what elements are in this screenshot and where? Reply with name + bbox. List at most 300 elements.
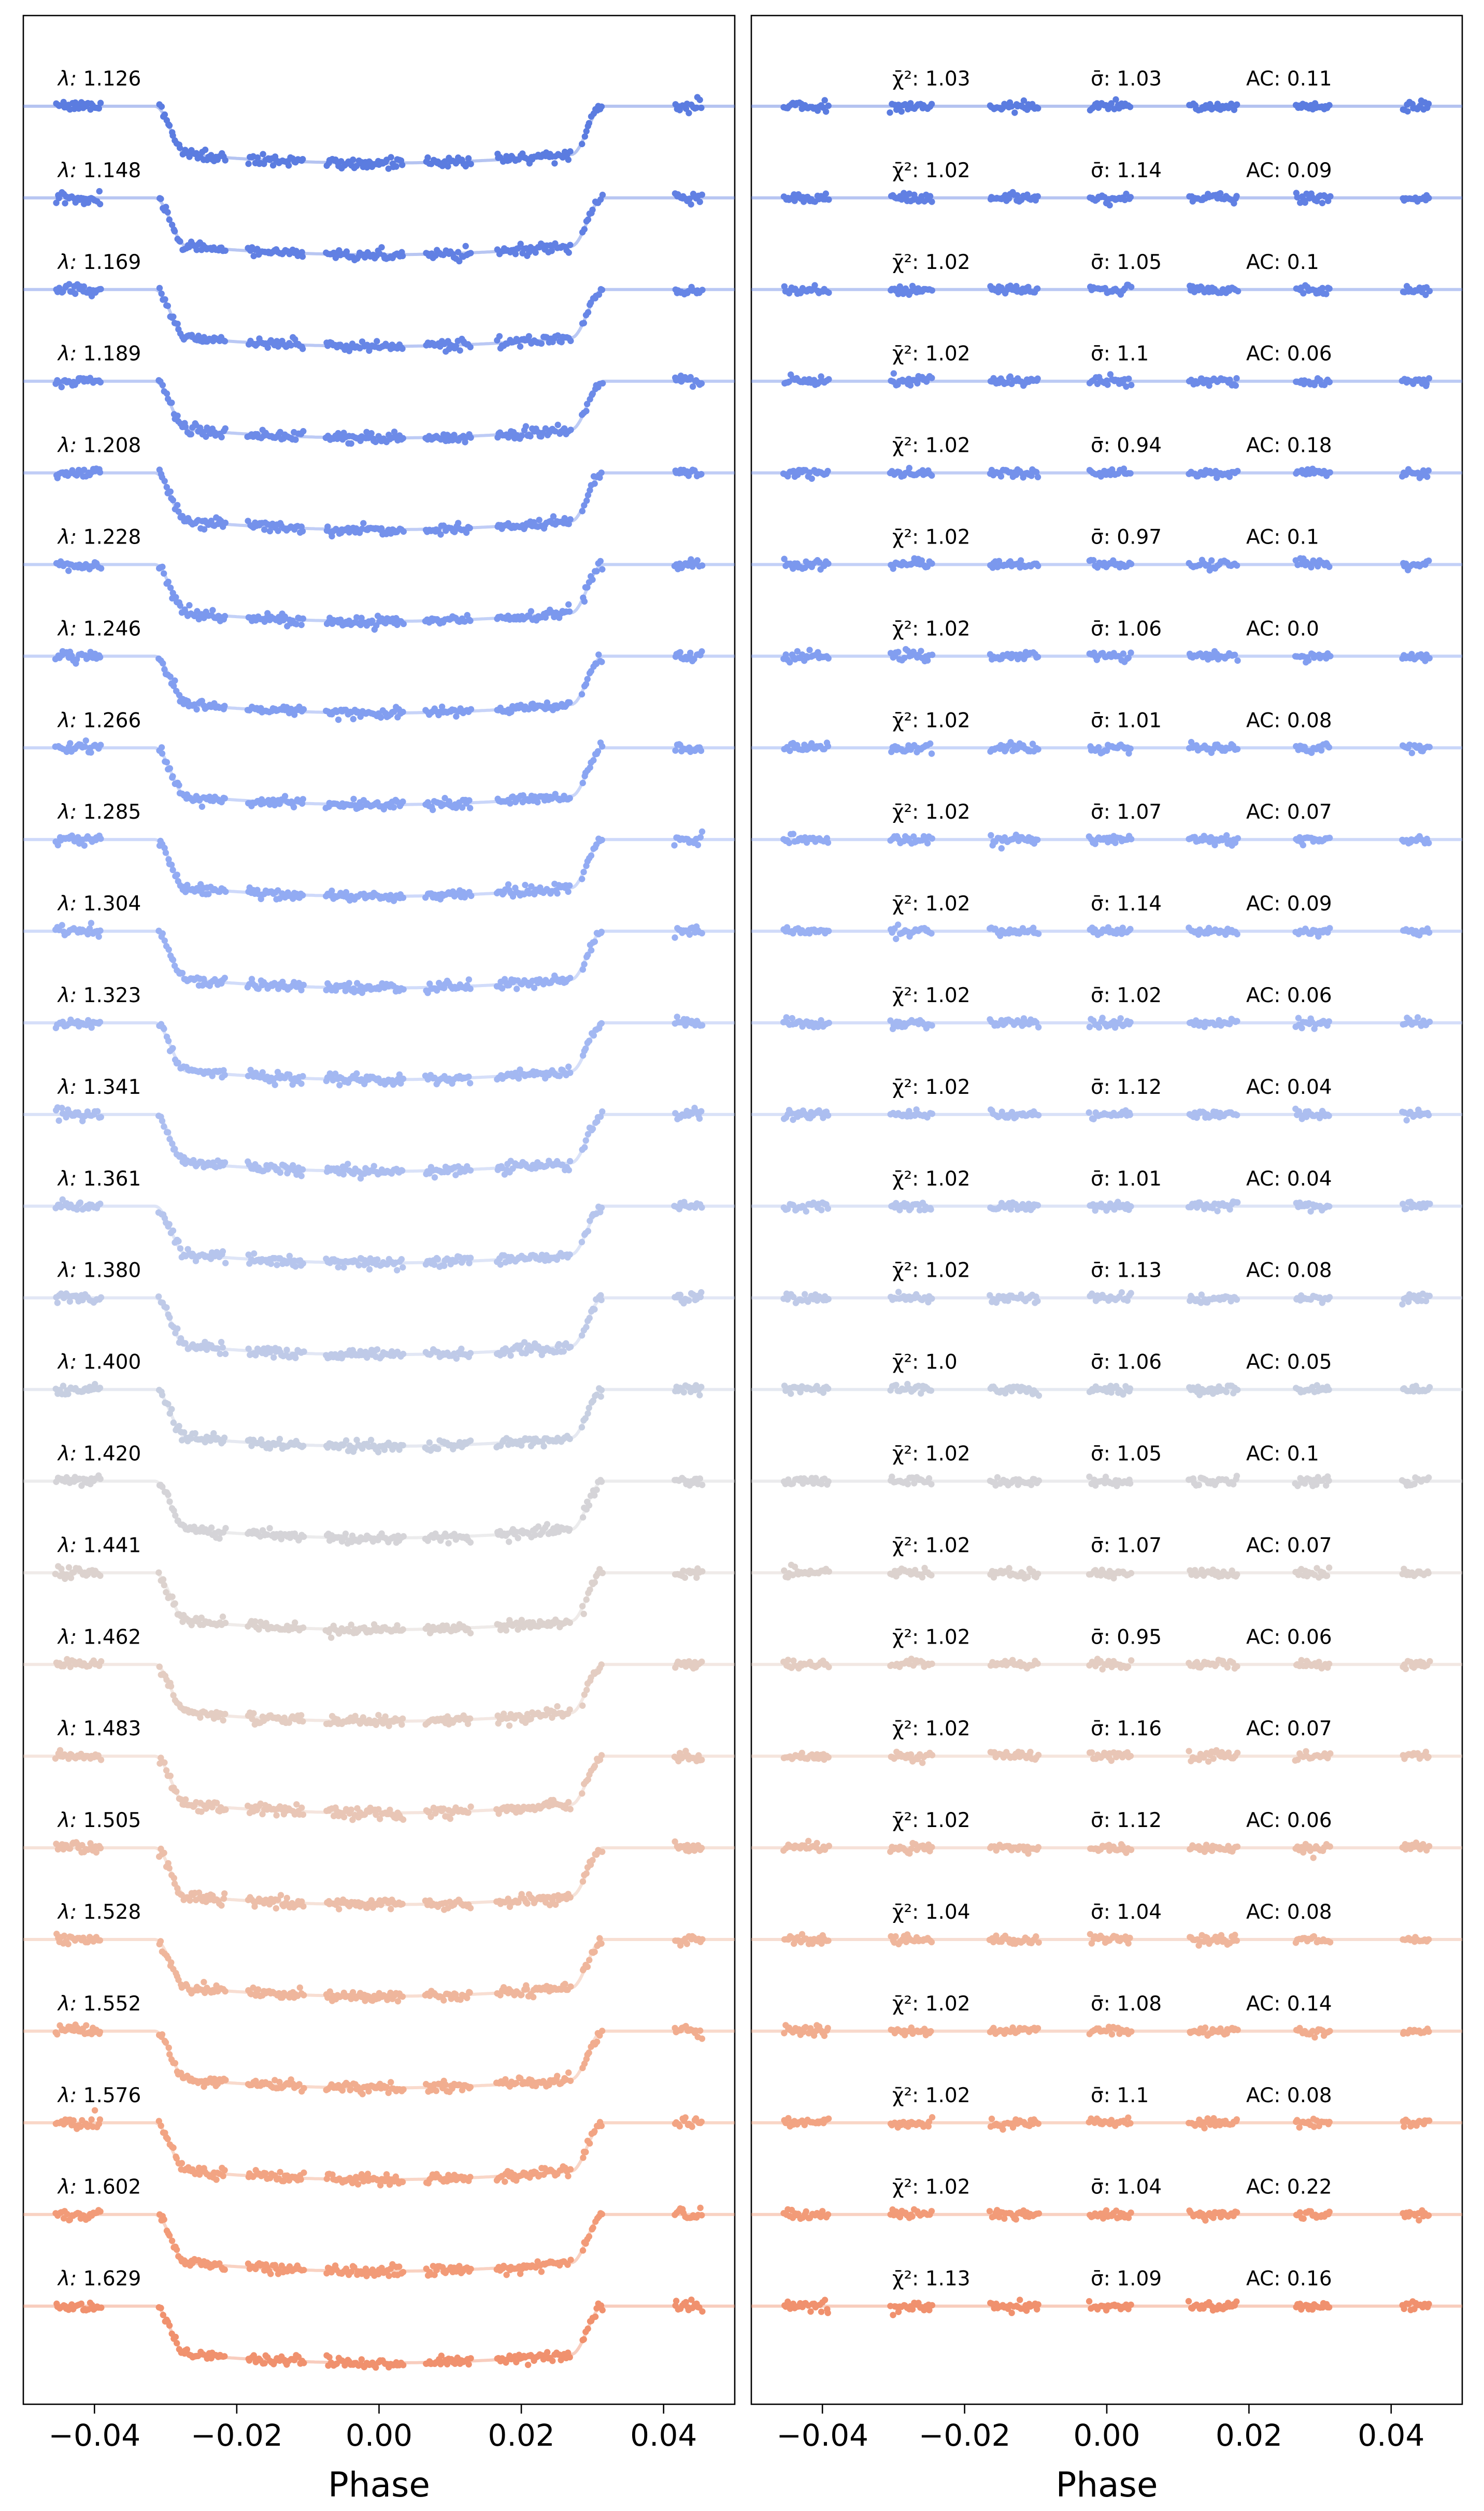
data-point xyxy=(298,1173,305,1179)
data-point xyxy=(335,717,341,723)
data-point xyxy=(218,434,224,440)
data-point xyxy=(202,147,208,153)
data-point xyxy=(374,1257,380,1263)
data-point xyxy=(300,796,306,802)
model-curve xyxy=(23,565,735,622)
model-curve xyxy=(23,1939,735,1996)
wavelength-value: 1.361 xyxy=(83,1167,141,1191)
data-point xyxy=(300,428,306,434)
data-point xyxy=(341,1814,347,1820)
data-point xyxy=(598,1297,604,1303)
data-point xyxy=(391,804,397,810)
data-point xyxy=(97,1201,103,1207)
model-curve xyxy=(23,1115,735,1172)
wavelength-value: 1.285 xyxy=(83,801,141,824)
data-point xyxy=(455,520,461,526)
data-point xyxy=(274,1262,280,1268)
data-point xyxy=(468,706,474,712)
data-point xyxy=(165,579,172,585)
data-point xyxy=(523,423,529,430)
data-point xyxy=(600,380,606,387)
data-point xyxy=(222,425,229,432)
data-point xyxy=(440,1997,447,2003)
data-point xyxy=(220,1344,226,1350)
data-point xyxy=(222,613,228,619)
label-prefix: λ: xyxy=(58,1442,83,1466)
data-point xyxy=(512,251,519,257)
data-point xyxy=(159,104,165,110)
left-xtick-label: 0.04 xyxy=(630,2418,697,2453)
data-point xyxy=(465,1809,471,1816)
wavelength-value: 1.246 xyxy=(83,617,141,641)
data-point xyxy=(81,283,87,290)
data-point xyxy=(567,1436,573,1442)
data-point xyxy=(97,1937,103,1944)
data-point xyxy=(599,837,605,843)
data-point xyxy=(165,1038,172,1044)
data-point xyxy=(551,160,558,166)
data-point xyxy=(160,930,166,936)
data-point xyxy=(400,435,406,441)
data-point xyxy=(222,1351,229,1357)
data-point xyxy=(177,1245,183,1251)
data-point xyxy=(581,320,587,326)
wavelength-label xyxy=(57,343,141,366)
data-point xyxy=(170,497,176,503)
data-point xyxy=(168,400,175,406)
data-point xyxy=(299,253,306,260)
data-point xyxy=(600,1570,606,1576)
data-point xyxy=(565,156,572,163)
data-point xyxy=(97,286,104,292)
data-point xyxy=(97,835,104,841)
data-point xyxy=(156,285,163,291)
data-point xyxy=(435,1256,441,1262)
data-point xyxy=(399,1167,405,1174)
model-curve xyxy=(23,1481,735,1538)
data-point xyxy=(348,1806,354,1813)
data-point xyxy=(74,1206,80,1212)
data-point xyxy=(222,795,228,802)
data-point xyxy=(83,737,89,744)
data-point xyxy=(374,338,380,344)
wavelength-value: 1.400 xyxy=(83,1350,141,1374)
model-curve xyxy=(23,473,735,530)
data-point xyxy=(162,937,168,944)
data-point xyxy=(555,1341,562,1347)
data-point xyxy=(698,1845,705,1851)
data-point xyxy=(187,1897,193,1904)
data-point xyxy=(65,1941,71,1947)
data-point xyxy=(301,706,307,712)
data-point xyxy=(581,226,588,232)
data-point xyxy=(583,1596,590,1603)
data-point xyxy=(518,1992,524,1998)
model-curve xyxy=(23,748,735,805)
data-point xyxy=(467,1080,473,1086)
left-xtick-label: 0.00 xyxy=(345,2418,413,2453)
data-point xyxy=(167,489,174,495)
wavelength-label xyxy=(57,1351,141,1374)
data-point xyxy=(162,296,168,303)
data-point xyxy=(467,344,474,350)
data-point xyxy=(166,946,172,952)
data-point xyxy=(98,1294,104,1301)
data-point xyxy=(595,748,601,754)
data-point xyxy=(192,1430,198,1436)
data-point xyxy=(567,1251,573,1258)
data-point xyxy=(181,1429,187,1435)
data-point xyxy=(567,1894,574,1901)
label-prefix: λ: xyxy=(58,709,83,733)
data-point xyxy=(599,1108,605,1115)
data-point xyxy=(507,1352,513,1359)
data-point xyxy=(598,469,604,476)
data-point xyxy=(583,497,590,504)
data-point xyxy=(161,1582,167,1588)
data-point xyxy=(687,650,693,656)
data-point xyxy=(222,889,229,895)
data-point xyxy=(698,471,704,477)
data-point xyxy=(301,1348,307,1354)
data-point xyxy=(672,747,678,753)
wavelength-label xyxy=(57,1443,141,1466)
data-point xyxy=(401,986,407,992)
data-point xyxy=(587,1315,593,1321)
data-point xyxy=(496,333,503,339)
data-point xyxy=(170,957,176,963)
data-point xyxy=(467,1905,474,1911)
data-point xyxy=(589,207,595,213)
data-point xyxy=(699,287,705,293)
wavelength-value: 1.266 xyxy=(83,709,141,733)
data-point xyxy=(336,1082,343,1088)
data-point xyxy=(222,1260,229,1266)
data-point xyxy=(697,1475,703,1481)
data-point xyxy=(159,1392,165,1398)
model-curve xyxy=(23,1023,735,1080)
data-point xyxy=(170,1420,177,1426)
data-point xyxy=(160,660,166,666)
data-point xyxy=(299,892,306,898)
data-point xyxy=(378,715,384,721)
data-point xyxy=(164,759,170,765)
left-xtick-label: 0.02 xyxy=(488,2418,555,2453)
data-point xyxy=(62,200,68,206)
data-point xyxy=(299,1718,306,1724)
wavelength-label xyxy=(57,67,141,91)
data-point xyxy=(445,1540,451,1546)
data-point xyxy=(169,867,176,873)
data-point xyxy=(343,1531,349,1537)
data-point xyxy=(506,1722,512,1729)
data-point xyxy=(699,1482,705,1488)
data-point xyxy=(699,562,705,568)
data-point xyxy=(97,654,103,660)
data-point xyxy=(66,1564,72,1571)
data-point xyxy=(208,1524,215,1531)
wavelength-value: 1.505 xyxy=(83,1809,141,1833)
data-point xyxy=(88,749,94,755)
data-point xyxy=(167,1773,174,1779)
data-point xyxy=(690,383,696,390)
data-point xyxy=(582,1046,589,1052)
label-prefix: λ: xyxy=(58,984,83,1007)
left-frame xyxy=(23,16,735,2404)
data-point xyxy=(593,568,600,574)
data-point xyxy=(278,1892,284,1898)
data-point xyxy=(175,321,181,327)
label-prefix: λ: xyxy=(58,801,83,824)
label-prefix: λ: xyxy=(58,342,83,366)
data-point xyxy=(97,928,103,934)
data-point xyxy=(503,1627,509,1633)
data-point xyxy=(260,151,266,157)
model-curve xyxy=(23,1573,735,1630)
data-point xyxy=(595,651,602,658)
data-point xyxy=(468,893,474,899)
data-point xyxy=(579,1703,586,1709)
data-point xyxy=(291,804,297,810)
data-point xyxy=(399,709,406,715)
data-point xyxy=(579,1424,585,1430)
data-point xyxy=(699,829,705,835)
data-point xyxy=(467,1254,474,1261)
model-curve xyxy=(23,290,735,347)
data-point xyxy=(598,1387,605,1393)
label-prefix: λ: xyxy=(58,1625,83,1649)
data-point xyxy=(350,156,356,163)
data-point xyxy=(155,1293,162,1300)
data-point xyxy=(169,1045,176,1051)
data-point xyxy=(199,804,205,810)
data-point xyxy=(586,1038,592,1044)
data-point xyxy=(466,797,472,803)
data-point xyxy=(299,528,306,534)
data-point xyxy=(96,933,102,939)
data-point xyxy=(161,1025,167,1032)
data-point xyxy=(592,938,598,945)
data-point xyxy=(579,1790,585,1796)
data-point xyxy=(160,382,166,388)
data-point xyxy=(681,1389,687,1395)
data-point xyxy=(273,1812,279,1818)
data-point xyxy=(583,1137,589,1144)
data-point xyxy=(368,430,375,436)
data-point xyxy=(567,1344,574,1350)
data-point xyxy=(581,961,587,967)
data-point xyxy=(182,1796,189,1803)
data-point xyxy=(97,469,103,475)
data-point xyxy=(583,408,589,414)
data-point xyxy=(674,1014,680,1020)
data-point xyxy=(399,798,406,805)
model-curve xyxy=(23,1390,735,1447)
data-point xyxy=(400,1076,406,1082)
data-point xyxy=(298,1805,305,1811)
wavelength-label xyxy=(57,1534,141,1557)
data-point xyxy=(163,1304,169,1310)
data-point xyxy=(222,1988,228,1994)
data-point xyxy=(97,1476,104,1482)
data-point xyxy=(209,607,216,613)
data-point xyxy=(360,520,366,526)
data-point xyxy=(590,757,596,763)
data-point xyxy=(566,1706,573,1713)
data-point xyxy=(698,648,705,654)
data-point xyxy=(218,1902,224,1908)
data-point xyxy=(437,531,444,537)
data-point xyxy=(399,1264,406,1271)
data-point xyxy=(96,105,102,111)
data-point xyxy=(579,1239,585,1245)
wavelength-label xyxy=(57,251,141,274)
data-point xyxy=(698,748,704,754)
data-point xyxy=(696,1392,703,1398)
data-point xyxy=(159,744,165,750)
data-point xyxy=(467,1437,474,1444)
data-point xyxy=(343,1437,349,1444)
data-point xyxy=(430,807,436,813)
data-point xyxy=(168,1406,175,1412)
data-point xyxy=(298,622,305,628)
data-point xyxy=(567,1806,574,1812)
data-point xyxy=(584,676,591,682)
data-point xyxy=(699,1022,705,1029)
data-point xyxy=(398,1721,405,1728)
data-point xyxy=(599,743,605,749)
data-point xyxy=(586,1502,592,1508)
wavelength-value: 1.304 xyxy=(83,892,141,916)
data-point xyxy=(588,852,594,859)
data-point xyxy=(161,1759,167,1765)
wavelength-value: 1.126 xyxy=(83,67,141,91)
data-point xyxy=(424,154,431,161)
data-point xyxy=(301,1534,307,1540)
data-point xyxy=(336,1906,342,1912)
data-point xyxy=(467,1539,474,1546)
data-point xyxy=(457,347,463,353)
data-point xyxy=(301,1992,307,1998)
data-point xyxy=(544,1521,550,1527)
wavelength-value: 1.483 xyxy=(83,1717,141,1741)
data-point xyxy=(677,1292,683,1298)
data-point xyxy=(466,976,472,982)
data-point xyxy=(222,1711,228,1717)
data-point xyxy=(536,517,542,523)
wavelength-label xyxy=(57,1809,141,1832)
data-point xyxy=(159,1118,165,1124)
data-point xyxy=(593,1487,600,1493)
data-point xyxy=(567,1158,573,1164)
data-point xyxy=(97,1385,103,1391)
wavelength-value: 1.420 xyxy=(83,1442,141,1466)
model-curve xyxy=(23,1298,735,1355)
data-point xyxy=(586,1405,592,1411)
data-point xyxy=(388,1906,394,1912)
data-point xyxy=(554,890,560,896)
data-point xyxy=(168,1959,174,1965)
data-point xyxy=(549,248,555,254)
data-point xyxy=(172,228,178,234)
data-point xyxy=(222,975,228,981)
wavelength-label xyxy=(57,1259,141,1282)
data-point xyxy=(272,1082,278,1088)
label-prefix: λ: xyxy=(58,1717,83,1741)
data-point xyxy=(598,1478,605,1485)
data-point xyxy=(400,1627,406,1633)
data-point xyxy=(173,1788,179,1794)
data-point xyxy=(374,1346,380,1352)
data-point xyxy=(699,192,705,198)
data-point xyxy=(519,433,525,439)
data-point xyxy=(299,346,306,352)
wavelength-value: 1.228 xyxy=(83,525,141,549)
wavelength-label xyxy=(57,984,141,1007)
data-point xyxy=(159,291,165,297)
data-point xyxy=(222,1806,229,1813)
data-point xyxy=(177,238,183,245)
data-point xyxy=(672,934,678,940)
data-point xyxy=(534,799,540,805)
data-point xyxy=(598,1020,605,1026)
data-point xyxy=(174,872,180,878)
data-point xyxy=(165,1492,171,1498)
wavelength-value: 1.208 xyxy=(83,434,141,458)
data-point xyxy=(67,740,73,746)
data-point xyxy=(435,1446,441,1452)
model-curve xyxy=(23,381,735,438)
data-point xyxy=(567,516,574,522)
data-point xyxy=(695,842,701,848)
data-point xyxy=(394,1267,400,1273)
data-point xyxy=(401,1533,407,1539)
data-point xyxy=(166,1221,173,1227)
data-point xyxy=(161,1123,167,1130)
data-point xyxy=(513,986,520,992)
data-point xyxy=(467,250,474,256)
data-point xyxy=(585,1228,591,1234)
wavelength-value: 1.148 xyxy=(83,159,141,182)
data-point xyxy=(401,529,407,535)
model-curve xyxy=(23,106,735,163)
data-point xyxy=(426,1439,433,1446)
left-xlabel: Phase xyxy=(327,2465,431,2505)
data-point xyxy=(97,1573,103,1579)
data-point xyxy=(255,1986,261,1992)
data-point xyxy=(698,1659,705,1665)
data-point xyxy=(299,156,306,162)
data-point xyxy=(300,1903,306,1909)
data-point xyxy=(98,1658,104,1664)
data-point xyxy=(65,567,72,574)
data-point xyxy=(579,1603,586,1609)
label-prefix: λ: xyxy=(58,617,83,641)
data-point xyxy=(697,97,703,103)
data-point xyxy=(581,1144,588,1150)
data-point xyxy=(371,1163,377,1169)
data-point xyxy=(583,1324,589,1330)
data-point xyxy=(599,566,605,573)
model-curve xyxy=(23,1206,735,1263)
wavelength-label xyxy=(57,526,141,549)
data-point xyxy=(522,882,528,888)
data-point xyxy=(599,1849,605,1855)
data-point xyxy=(515,1535,521,1541)
data-point xyxy=(164,390,170,396)
data-point xyxy=(298,1080,304,1087)
data-point xyxy=(96,188,103,194)
